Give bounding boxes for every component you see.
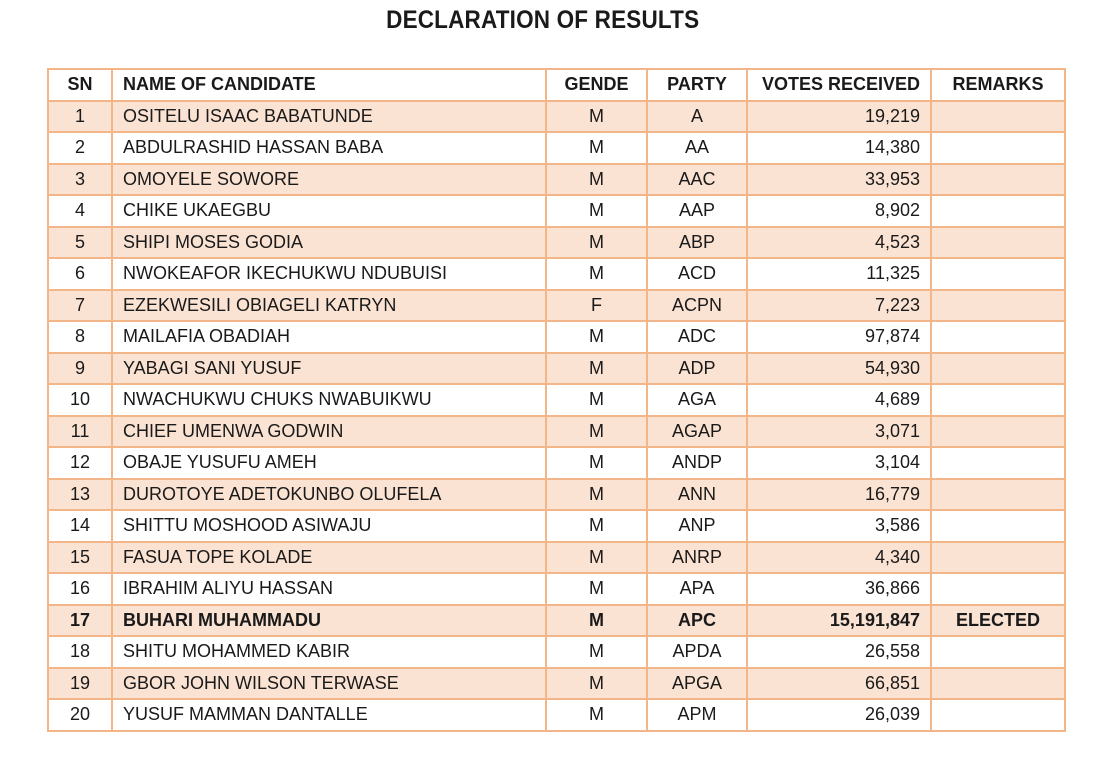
cell-remarks	[931, 101, 1065, 133]
table-row	[48, 542, 1065, 574]
cell-candidate-name: IBRAHIM ALIYU HASSAN	[112, 573, 546, 605]
cell-gender: M	[546, 447, 647, 479]
results-body	[48, 101, 1065, 731]
cell-candidate-name: FASUA TOPE KOLADE	[112, 542, 546, 574]
cell-sn: 11	[48, 416, 112, 448]
cell-party: ANDP	[647, 447, 747, 479]
cell-candidate-name: EZEKWESILI OBIAGELI KATRYN	[112, 290, 546, 322]
header-remarks: REMARKS	[931, 69, 1065, 101]
cell-remarks	[931, 132, 1065, 164]
cell-party: ANRP	[647, 542, 747, 574]
table-row	[48, 384, 1065, 416]
cell-votes-received: 3,586	[747, 510, 931, 542]
cell-votes-received: 7,223	[747, 290, 931, 322]
cell-party: ABP	[647, 227, 747, 259]
cell-votes-received: 54,930	[747, 353, 931, 385]
cell-remarks	[931, 447, 1065, 479]
cell-gender: M	[546, 416, 647, 448]
table-row	[48, 164, 1065, 196]
cell-votes-received: 15,191,847	[747, 605, 931, 637]
cell-party: ACPN	[647, 290, 747, 322]
table-row	[48, 227, 1065, 259]
cell-votes-received: 33,953	[747, 164, 931, 196]
cell-party: APM	[647, 699, 747, 731]
cell-candidate-name: CHIKE UKAEGBU	[112, 195, 546, 227]
cell-party: AA	[647, 132, 747, 164]
cell-party: APGA	[647, 668, 747, 700]
cell-candidate-name: DUROTOYE ADETOKUNBO OLUFELA	[112, 479, 546, 511]
cell-candidate-name: OBAJE YUSUFU AMEH	[112, 447, 546, 479]
table-row	[48, 668, 1065, 700]
cell-remarks	[931, 416, 1065, 448]
cell-gender: M	[546, 542, 647, 574]
cell-candidate-name: SHITTU MOSHOOD ASIWAJU	[112, 510, 546, 542]
cell-gender: M	[546, 510, 647, 542]
cell-sn: 7	[48, 290, 112, 322]
cell-remarks	[931, 164, 1065, 196]
cell-sn: 4	[48, 195, 112, 227]
cell-candidate-name: SHIPI MOSES GODIA	[112, 227, 546, 259]
cell-gender: M	[546, 195, 647, 227]
table-row	[48, 416, 1065, 448]
cell-gender: M	[546, 132, 647, 164]
table-row	[48, 636, 1065, 668]
cell-party: A	[647, 101, 747, 133]
cell-party: AAC	[647, 164, 747, 196]
cell-remarks	[931, 479, 1065, 511]
cell-remarks	[931, 353, 1065, 385]
cell-gender: M	[546, 227, 647, 259]
cell-gender: M	[546, 699, 647, 731]
cell-candidate-name: OMOYELE SOWORE	[112, 164, 546, 196]
cell-votes-received: 4,523	[747, 227, 931, 259]
table-row	[48, 321, 1065, 353]
cell-votes-received: 11,325	[747, 258, 931, 290]
cell-gender: M	[546, 605, 647, 637]
cell-sn: 15	[48, 542, 112, 574]
table-row	[48, 258, 1065, 290]
cell-remarks	[931, 384, 1065, 416]
cell-sn: 6	[48, 258, 112, 290]
cell-votes-received: 8,902	[747, 195, 931, 227]
cell-sn: 2	[48, 132, 112, 164]
table-row	[48, 699, 1065, 731]
cell-party: AGA	[647, 384, 747, 416]
table-row	[48, 447, 1065, 479]
cell-party: ADP	[647, 353, 747, 385]
cell-candidate-name: BUHARI MUHAMMADU	[112, 605, 546, 637]
cell-party: APDA	[647, 636, 747, 668]
cell-candidate-name: ABDULRASHID HASSAN BABA	[112, 132, 546, 164]
cell-gender: F	[546, 290, 647, 322]
cell-candidate-name: SHITU MOHAMMED KABIR	[112, 636, 546, 668]
cell-sn: 9	[48, 353, 112, 385]
cell-gender: M	[546, 258, 647, 290]
cell-gender: M	[546, 636, 647, 668]
cell-remarks	[931, 573, 1065, 605]
cell-sn: 1	[48, 101, 112, 133]
cell-party: ANN	[647, 479, 747, 511]
cell-gender: M	[546, 321, 647, 353]
cell-gender: M	[546, 353, 647, 385]
cell-sn: 14	[48, 510, 112, 542]
cell-votes-received: 14,380	[747, 132, 931, 164]
cell-party: AGAP	[647, 416, 747, 448]
cell-sn: 19	[48, 668, 112, 700]
cell-sn: 12	[48, 447, 112, 479]
cell-sn: 8	[48, 321, 112, 353]
page-title: DECLARATION OF RESULTS	[386, 6, 700, 34]
cell-votes-received: 4,340	[747, 542, 931, 574]
cell-votes-received: 19,219	[747, 101, 931, 133]
cell-remarks	[931, 636, 1065, 668]
cell-votes-received: 3,104	[747, 447, 931, 479]
header-gender: GENDE	[546, 69, 647, 101]
header-party: PARTY	[647, 69, 747, 101]
cell-remarks	[931, 668, 1065, 700]
cell-sn: 10	[48, 384, 112, 416]
cell-sn: 13	[48, 479, 112, 511]
cell-party: ADC	[647, 321, 747, 353]
cell-votes-received: 16,779	[747, 479, 931, 511]
cell-gender: M	[546, 479, 647, 511]
cell-sn: 3	[48, 164, 112, 196]
cell-votes-received: 66,851	[747, 668, 931, 700]
cell-candidate-name: YABAGI SANI YUSUF	[112, 353, 546, 385]
cell-party: APA	[647, 573, 747, 605]
cell-candidate-name: CHIEF UMENWA GODWIN	[112, 416, 546, 448]
cell-votes-received: 97,874	[747, 321, 931, 353]
cell-remarks: ELECTED	[931, 605, 1065, 637]
cell-party: ACD	[647, 258, 747, 290]
cell-party: APC	[647, 605, 747, 637]
cell-remarks	[931, 321, 1065, 353]
cell-gender: M	[546, 164, 647, 196]
cell-candidate-name: NWOKEAFOR IKECHUKWU NDUBUISI	[112, 258, 546, 290]
table-row	[48, 195, 1065, 227]
cell-candidate-name: MAILAFIA OBADIAH	[112, 321, 546, 353]
cell-sn: 5	[48, 227, 112, 259]
table-row	[48, 353, 1065, 385]
cell-remarks	[931, 290, 1065, 322]
table-row	[48, 290, 1065, 322]
cell-votes-received: 3,071	[747, 416, 931, 448]
cell-sn: 17	[48, 605, 112, 637]
cell-candidate-name: OSITELU ISAAC BABATUNDE	[112, 101, 546, 133]
table-row	[48, 479, 1065, 511]
cell-gender: M	[546, 668, 647, 700]
cell-remarks	[931, 510, 1065, 542]
cell-gender: M	[546, 384, 647, 416]
table-header-row	[48, 69, 1065, 101]
header-votes-received: VOTES RECEIVED	[747, 69, 931, 101]
cell-remarks	[931, 258, 1065, 290]
table-row	[48, 101, 1065, 133]
cell-gender: M	[546, 101, 647, 133]
cell-candidate-name: NWACHUKWU CHUKS NWABUIKWU	[112, 384, 546, 416]
table-row	[48, 132, 1065, 164]
table-row	[48, 605, 1065, 637]
cell-remarks	[931, 195, 1065, 227]
cell-party: AAP	[647, 195, 747, 227]
cell-votes-received: 36,866	[747, 573, 931, 605]
header-sn: SN	[48, 69, 112, 101]
cell-remarks	[931, 699, 1065, 731]
cell-remarks	[931, 227, 1065, 259]
table-row	[48, 573, 1065, 605]
results-table	[47, 68, 1066, 732]
table-row	[48, 510, 1065, 542]
cell-remarks	[931, 542, 1065, 574]
cell-sn: 16	[48, 573, 112, 605]
cell-candidate-name: YUSUF MAMMAN DANTALLE	[112, 699, 546, 731]
cell-votes-received: 26,039	[747, 699, 931, 731]
cell-votes-received: 4,689	[747, 384, 931, 416]
cell-sn: 18	[48, 636, 112, 668]
cell-sn: 20	[48, 699, 112, 731]
cell-gender: M	[546, 573, 647, 605]
header-name-of-candidate: NAME OF CANDIDATE	[112, 69, 546, 101]
cell-votes-received: 26,558	[747, 636, 931, 668]
cell-party: ANP	[647, 510, 747, 542]
cell-candidate-name: GBOR JOHN WILSON TERWASE	[112, 668, 546, 700]
